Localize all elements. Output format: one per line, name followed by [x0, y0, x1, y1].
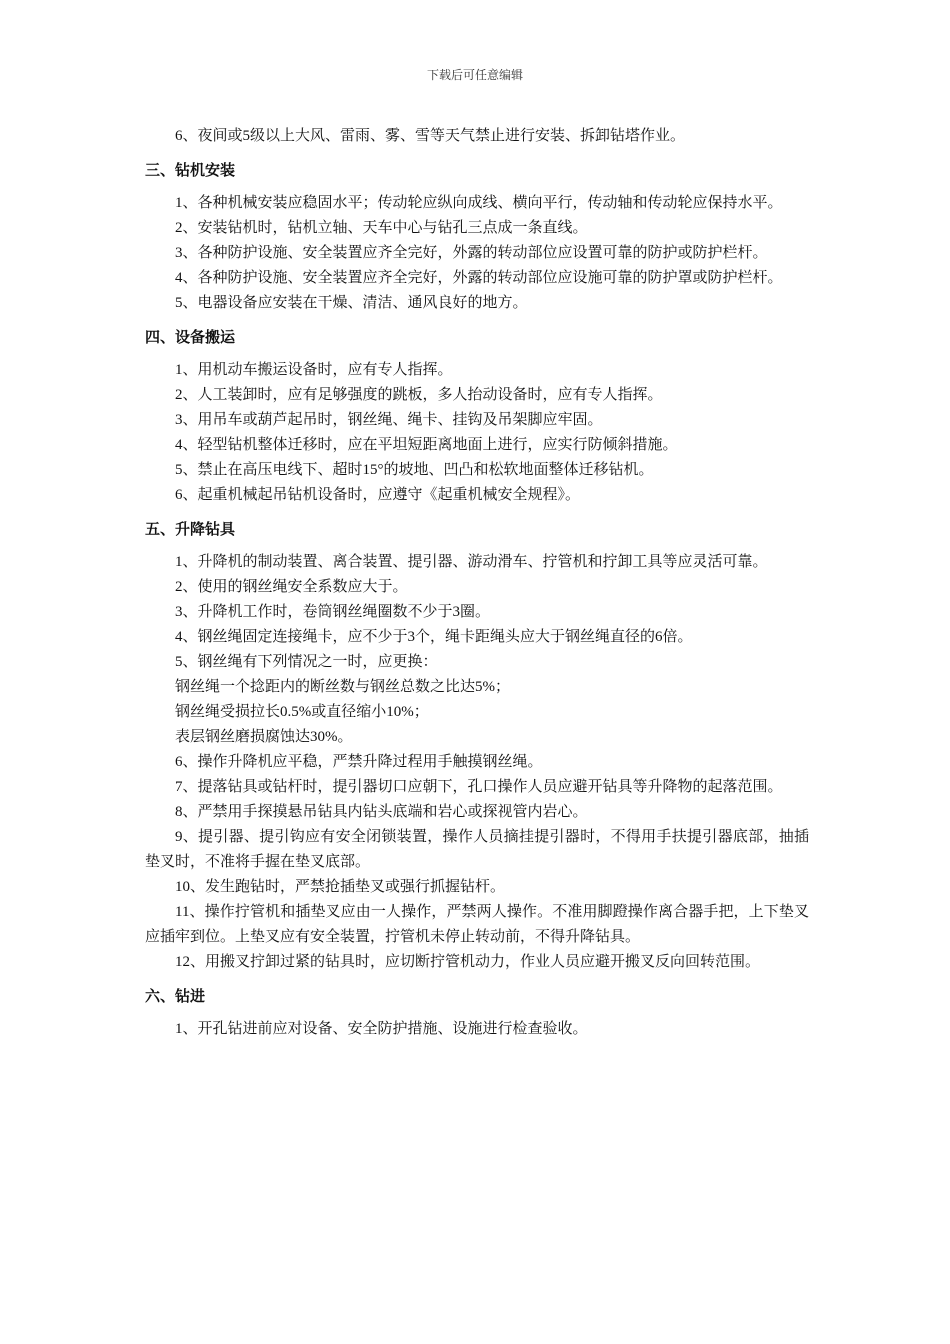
paragraph: 2、人工装卸时，应有足够强度的跳板，多人抬动设备时，应有专人指挥。: [175, 387, 663, 403]
paragraph: 钢丝绳受损拉长0.5%或直径缩小10%；: [175, 704, 429, 720]
section-heading: 四、设备搬运: [145, 328, 236, 346]
paragraph: 10、发生跑钻时，严禁抢插垫叉或强行抓握钻杆。: [175, 879, 506, 895]
document-body: [145, 124, 809, 1042]
paragraph: 2、安装钻机时，钻机立轴、天车中心与钻孔三点成一条直线。: [175, 220, 588, 236]
paragraph: 7、提落钻具或钻杆时，提引器切口应朝下，孔口操作人员应避开钻具等升降物的起落范围。: [175, 779, 783, 795]
paragraph: 4、钢丝绳固定连接绳卡，应不少于3个，绳卡距绳头应大于钢丝绳直径的6倍。: [175, 629, 693, 645]
paragraph: 3、用吊车或葫芦起吊时，钢丝绳、绳卡、挂钩及吊架脚应牢固。: [175, 412, 603, 428]
section-heading: 六、钻进: [145, 987, 206, 1005]
paragraph: 11、操作拧管机和插垫叉应由一人操作，严禁两人操作。不准用脚蹬操作离合器手把，上下垫叉应插牢到位。上垫叉应有安全装置，拧管机未停止转动前，不得升降钻具。: [145, 904, 809, 945]
paragraph: 5、电器设备应安装在干燥、清洁、通风良好的地方。: [175, 295, 528, 311]
paragraph: 5、禁止在高压电线下、超时15°的坡地、凹凸和松软地面整体迁移钻机。: [175, 462, 654, 478]
paragraph: 1、用机动车搬运设备时，应有专人指挥。: [175, 362, 453, 378]
paragraph: 3、各种防护设施、安全装置应齐全完好，外露的转动部位应设置可靠的防护或防护栏杆。: [175, 245, 768, 261]
paragraph: 4、轻型钻机整体迁移时，应在平坦短距离地面上进行，应实行防倾斜措施。: [175, 437, 678, 453]
paragraph: 1、开孔钻进前应对设备、安全防护措施、设施进行检查验收。: [175, 1021, 588, 1037]
paragraph: 9、提引器、提引钩应有安全闭锁装置，操作人员摘挂提引器时，不得用手扶提引器底部，抽插垫叉时，不准将手握在垫叉底部。: [145, 829, 809, 870]
paragraph: 5、钢丝绳有下列情况之一时，应更换：: [175, 654, 438, 670]
paragraph: 6、起重机械起吊钻机设备时，应遵守《起重机械安全规程》。: [175, 487, 581, 503]
paragraph: 1、各种机械安装应稳固水平；传动轮应纵向成线、横向平行，传动轴和传动轮应保持水平。: [175, 195, 783, 211]
paragraph: 钢丝绳一个捻距内的断丝数与钢丝总数之比达5%；: [175, 679, 510, 695]
paragraph: 1、升降机的制动装置、离合装置、提引器、游动滑车、拧管机和拧卸工具等应灵活可靠。: [175, 554, 768, 570]
paragraph: 4、各种防护设施、安全装置应齐全完好，外露的转动部位应设施可靠的防护罩或防护栏杆。: [175, 270, 783, 286]
paragraph: 3、升降机工作时，卷筒钢丝绳圈数不少于3圈。: [175, 604, 491, 620]
paragraph: 6、操作升降机应平稳，严禁升降过程用手触摸钢丝绳。: [175, 754, 543, 770]
paragraph: 2、使用的钢丝绳安全系数应大于。: [175, 579, 408, 595]
paragraph: 12、用搬叉拧卸过紧的钻具时，应切断拧管机动力，作业人员应避开搬叉反向回转范围。: [175, 954, 761, 970]
paragraph: 表层钢丝磨损腐蚀达30%。: [175, 729, 353, 745]
paragraph: 6、夜间或5级以上大风、雷雨、雾、雪等天气禁止进行安装、拆卸钻塔作业。: [175, 128, 686, 144]
page-header: 下载后可任意编辑: [426, 68, 523, 82]
section-heading: 三、钻机安装: [145, 161, 236, 179]
paragraph: 8、严禁用手探摸悬吊钻具内钻头底端和岩心或探视管内岩心。: [175, 804, 588, 820]
section-heading: 五、升降钻具: [145, 520, 236, 538]
